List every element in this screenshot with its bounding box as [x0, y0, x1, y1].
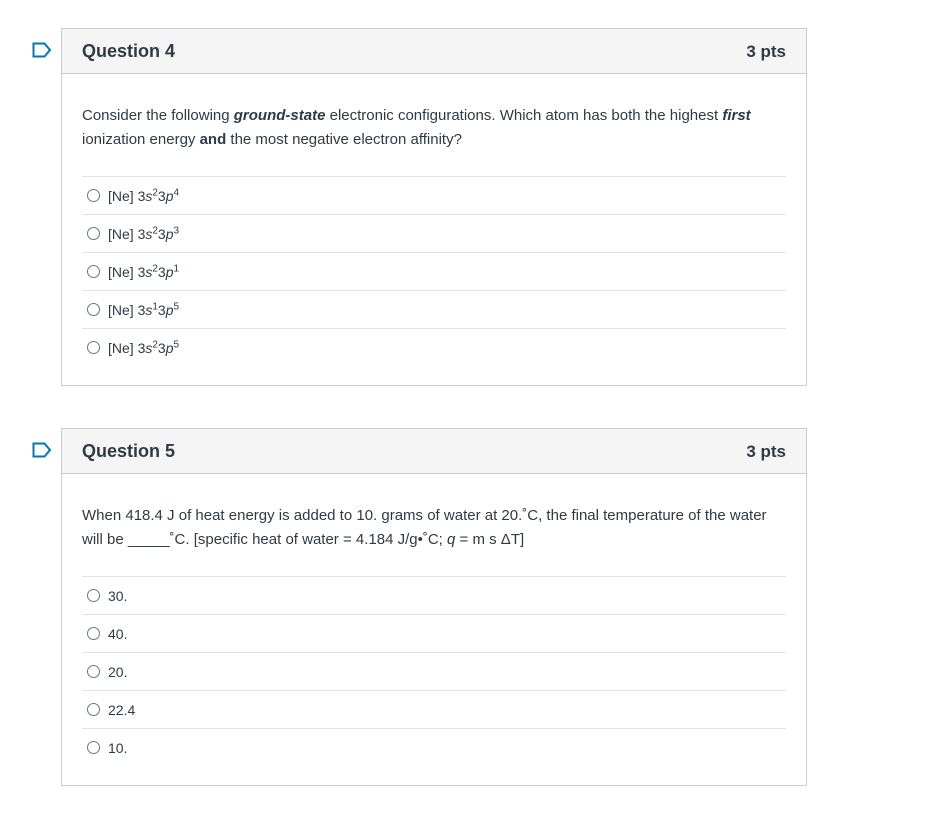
question-text-emphasis: q	[447, 531, 456, 548]
question-text-part: electronic configurations. Which atom has both the highest	[325, 107, 723, 124]
answer-option[interactable]	[82, 691, 786, 729]
question-4-header	[62, 29, 806, 74]
question-text	[82, 504, 786, 552]
answer-label[interactable]: 10.	[108, 739, 128, 756]
radio-button[interactable]	[87, 265, 100, 278]
answer-option[interactable]	[82, 329, 786, 366]
answer-option[interactable]	[82, 729, 786, 766]
answer-list	[82, 576, 786, 766]
question-points: 3 pts	[746, 442, 786, 461]
question-points: 3 pts	[746, 42, 786, 61]
answer-list	[82, 176, 786, 366]
answer-label[interactable]: 22.4	[108, 701, 136, 718]
question-text-part: Consider the following	[82, 107, 234, 124]
radio-button[interactable]	[87, 227, 100, 240]
radio-button[interactable]	[87, 303, 100, 316]
answer-option[interactable]	[82, 653, 786, 691]
question-title: Question 5	[82, 441, 176, 461]
question-4-card	[61, 28, 807, 386]
answer-option[interactable]	[82, 177, 786, 215]
question-text-part: When 418.4 J of heat energy is added to 10. grams of water at 20.˚C, the final temperature of the water will be _____˚C. [specific heat of water = 4.184 J/g•˚C;	[82, 507, 767, 548]
radio-button[interactable]	[87, 703, 100, 716]
answer-label[interactable]: [Ne] $3s^23p^4$	[108, 186, 180, 204]
answer-label[interactable]: [Ne] $3s^23p^1$	[108, 262, 180, 280]
question-4-body	[62, 74, 806, 386]
question-text-part: ionization energy	[82, 131, 200, 148]
answer-option[interactable]	[82, 577, 786, 615]
answer-option[interactable]	[82, 215, 786, 253]
question-text-emphasis: ground-state	[233, 107, 326, 124]
question-text-emphasis: first	[722, 107, 751, 124]
radio-button[interactable]	[87, 627, 100, 640]
answer-label[interactable]: [Ne] $3s^13p^5$	[108, 300, 180, 318]
question-text-emphasis: and	[199, 131, 227, 148]
answer-label[interactable]: 40.	[108, 625, 128, 642]
question-text-part: the most negative electron affinity?	[226, 131, 462, 148]
radio-button[interactable]	[87, 189, 100, 202]
radio-button[interactable]	[87, 589, 100, 602]
radio-button[interactable]	[87, 341, 100, 354]
question-5-header	[62, 429, 806, 474]
answer-label[interactable]: [Ne] $3s^23p^3$	[108, 224, 180, 242]
bookmark-flag-icon[interactable]	[32, 442, 52, 458]
radio-button[interactable]	[87, 741, 100, 754]
question-5-card	[61, 428, 807, 786]
answer-label[interactable]: 30.	[108, 587, 128, 604]
answer-option[interactable]	[82, 253, 786, 291]
answer-label[interactable]: [Ne] $3s^23p^5$	[108, 338, 180, 356]
answer-label[interactable]: 20.	[108, 663, 128, 680]
question-title: Question 4	[82, 41, 176, 61]
question-text	[82, 104, 786, 152]
question-text-part: = m s ΔT]	[455, 531, 525, 548]
radio-button[interactable]	[87, 665, 100, 678]
bookmark-flag-icon[interactable]	[32, 42, 52, 58]
answer-option[interactable]	[82, 615, 786, 653]
answer-option[interactable]	[82, 291, 786, 329]
question-5-body	[62, 474, 806, 786]
